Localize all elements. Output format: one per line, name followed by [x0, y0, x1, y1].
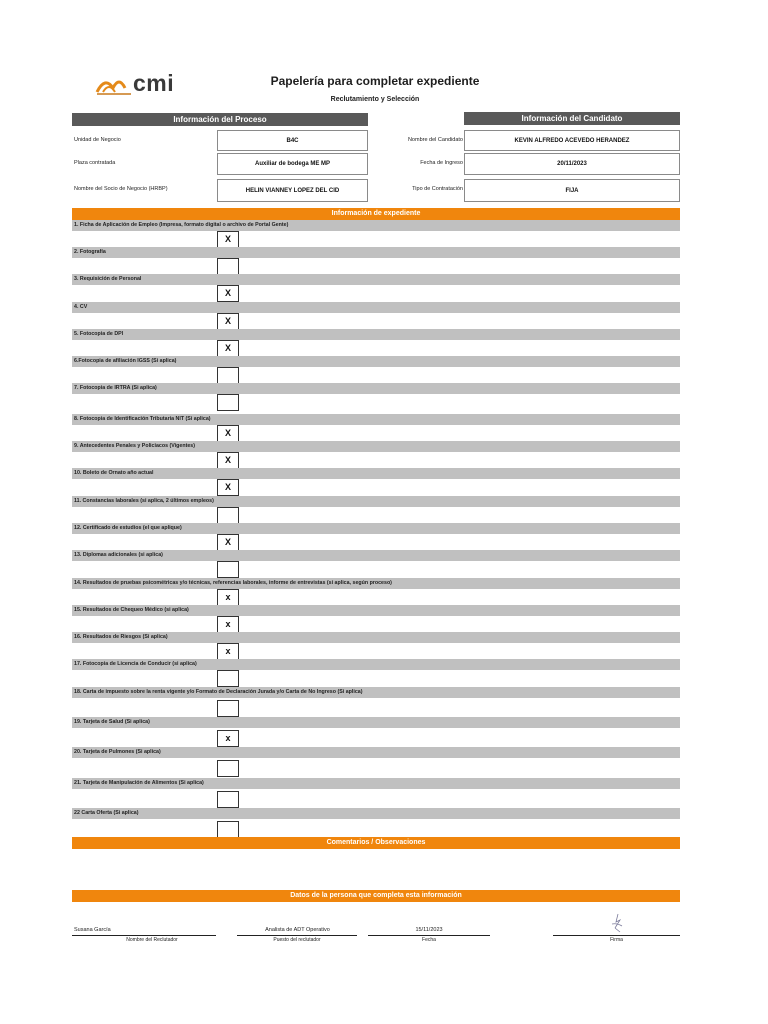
recruiter-position-line	[237, 935, 357, 936]
completer-heading: Datos de la persona que completa esta información	[72, 890, 680, 902]
candidate-heading: Información del Candidato	[464, 112, 680, 125]
hired-position-label: Plaza contratada	[74, 160, 116, 166]
file-item-label: 10. Boleto de Ornato año actual	[72, 468, 680, 479]
completion-date-line	[368, 935, 490, 936]
file-item-checkbox[interactable]	[217, 561, 239, 578]
file-item-checkbox[interactable]	[217, 670, 239, 687]
process-heading: Información del Proceso	[72, 113, 368, 126]
contract-type-field[interactable]: FIJA	[464, 179, 680, 202]
file-item-label: 7. Fotocopia de IRTRA (Si aplica)	[72, 383, 680, 394]
recruiter-position: Analista de ADT Operativo	[265, 927, 330, 933]
cmi-logo-icon	[95, 72, 135, 98]
business-unit-label: Unidad de Negocio	[74, 137, 121, 143]
hrbp-label: Nombre del Socio de Negocio (HRBP)	[74, 186, 168, 192]
file-item-label: 13. Diplomas adicionales (si aplica)	[72, 550, 680, 561]
file-item-checkbox[interactable]	[217, 394, 239, 411]
recruiter-name-caption: Nombre del Reclutador	[126, 937, 178, 943]
start-date-label: Fecha de Ingreso	[420, 160, 463, 166]
file-item-label: 1. Ficha de Aplicación de Empleo (Impresa, formato digital o archivo de Portal Gente)	[72, 220, 680, 231]
file-item-checkbox[interactable]	[217, 821, 239, 838]
file-item-checkbox[interactable]: x	[217, 730, 239, 747]
comments-heading: Comentarios / Observaciones	[72, 837, 680, 849]
file-item-label: 16. Resultados de Riesgos (Si aplica)	[72, 632, 680, 643]
file-item-label: 6.Fotocopia de afiliación IGSS (Si aplica)	[72, 356, 680, 367]
file-item-checkbox[interactable]	[217, 258, 239, 275]
file-item-checkbox[interactable]: X	[217, 340, 239, 357]
file-item-label: 11. Constancias laborales (si aplica, 2 últimos empleos)	[72, 496, 680, 507]
file-item-label: 15. Resultados de Chequeo Médico (si aplica)	[72, 605, 680, 616]
file-item-label: 5. Fotocopia de DPI	[72, 329, 680, 340]
file-item-checkbox[interactable]	[217, 700, 239, 717]
completion-date-caption: Fecha	[422, 937, 436, 943]
contract-type-label: Tipo de Contratación	[412, 186, 463, 192]
file-item-label: 9. Antecedentes Penales y Policiacos (Vigentes)	[72, 441, 680, 452]
file-item-label: 19. Tarjeta de Salud (Si aplica)	[72, 717, 680, 728]
completion-date: 15/11/2023	[415, 927, 443, 933]
file-item-checkbox[interactable]	[217, 507, 239, 524]
page-subtitle: Reclutamiento y Selección	[330, 96, 420, 103]
file-item-label: 3. Requisición de Personal	[72, 274, 680, 285]
file-item-checkbox[interactable]: X	[217, 534, 239, 551]
file-item-checkbox[interactable]: X	[217, 285, 239, 302]
signature-icon	[606, 912, 628, 934]
file-item-checkbox[interactable]: X	[217, 425, 239, 442]
page-title: Papelería para completar expediente	[270, 74, 480, 88]
file-item-checkbox[interactable]: X	[217, 231, 239, 248]
start-date-field[interactable]: 20/11/2023	[464, 153, 680, 175]
candidate-name-label: Nombre del Candidato	[407, 137, 463, 143]
file-item-label: 4. CV	[72, 302, 680, 313]
file-item-label: 22 Carta Oferta (Si aplica)	[72, 808, 680, 819]
logo-text: cmi	[133, 70, 175, 96]
hired-position-field[interactable]: Auxiliar de bodega ME MP	[217, 153, 368, 175]
business-unit-field[interactable]: B4C	[217, 130, 368, 151]
recruiter-position-caption: Puesto del reclutador	[273, 937, 321, 943]
file-item-checkbox[interactable]: X	[217, 313, 239, 330]
file-item-checkbox[interactable]: X	[217, 479, 239, 496]
recruiter-name: Susana García	[74, 927, 111, 933]
file-item-label: 20. Tarjeta de Pulmones (Si aplica)	[72, 747, 680, 758]
file-item-checkbox[interactable]	[217, 760, 239, 777]
recruiter-name-line	[72, 935, 216, 936]
file-item-checkbox[interactable]	[217, 791, 239, 808]
file-item-checkbox[interactable]: x	[217, 643, 239, 660]
file-item-label: 18. Carta de impuesto sobre la renta vigente y/o Formato de Declaración Jurada y/o Carta de No Ingreso (Si aplica)	[72, 687, 680, 698]
file-item-label: 8. Fotocopia de Identificación Tributaria NIT (Si aplica)	[72, 414, 680, 425]
file-item-label: 2. Fotografía	[72, 247, 680, 258]
file-item-label: 14. Resultados de pruebas psicométricas y/o técnicas, referencias laborales, informe de entrevistas (si aplica, según proceso)	[72, 578, 680, 589]
comments-area[interactable]	[72, 850, 680, 886]
file-item-checkbox[interactable]: x	[217, 616, 239, 633]
file-heading: Información de expediente	[72, 208, 680, 220]
signature-caption: Firma	[610, 937, 623, 943]
file-item-label: 21. Tarjeta de Manipulación de Alimentos (Si aplica)	[72, 778, 680, 789]
file-item-label: 12. Certificado de estudios (el que aplique)	[72, 523, 680, 534]
candidate-name-field[interactable]: KEVIN ALFREDO ACEVEDO HERANDEZ	[464, 130, 680, 151]
file-item-checkbox[interactable]: X	[217, 452, 239, 469]
signature-line	[553, 935, 680, 936]
file-item-label: 17. Fotocopia de Licencia de Conducir (si aplica)	[72, 659, 680, 670]
file-item-checkbox[interactable]: x	[217, 589, 239, 606]
cmi-logo	[95, 72, 190, 98]
hrbp-field[interactable]: HELIN VIANNEY LOPEZ DEL CID	[217, 179, 368, 202]
file-item-checkbox[interactable]	[217, 367, 239, 384]
